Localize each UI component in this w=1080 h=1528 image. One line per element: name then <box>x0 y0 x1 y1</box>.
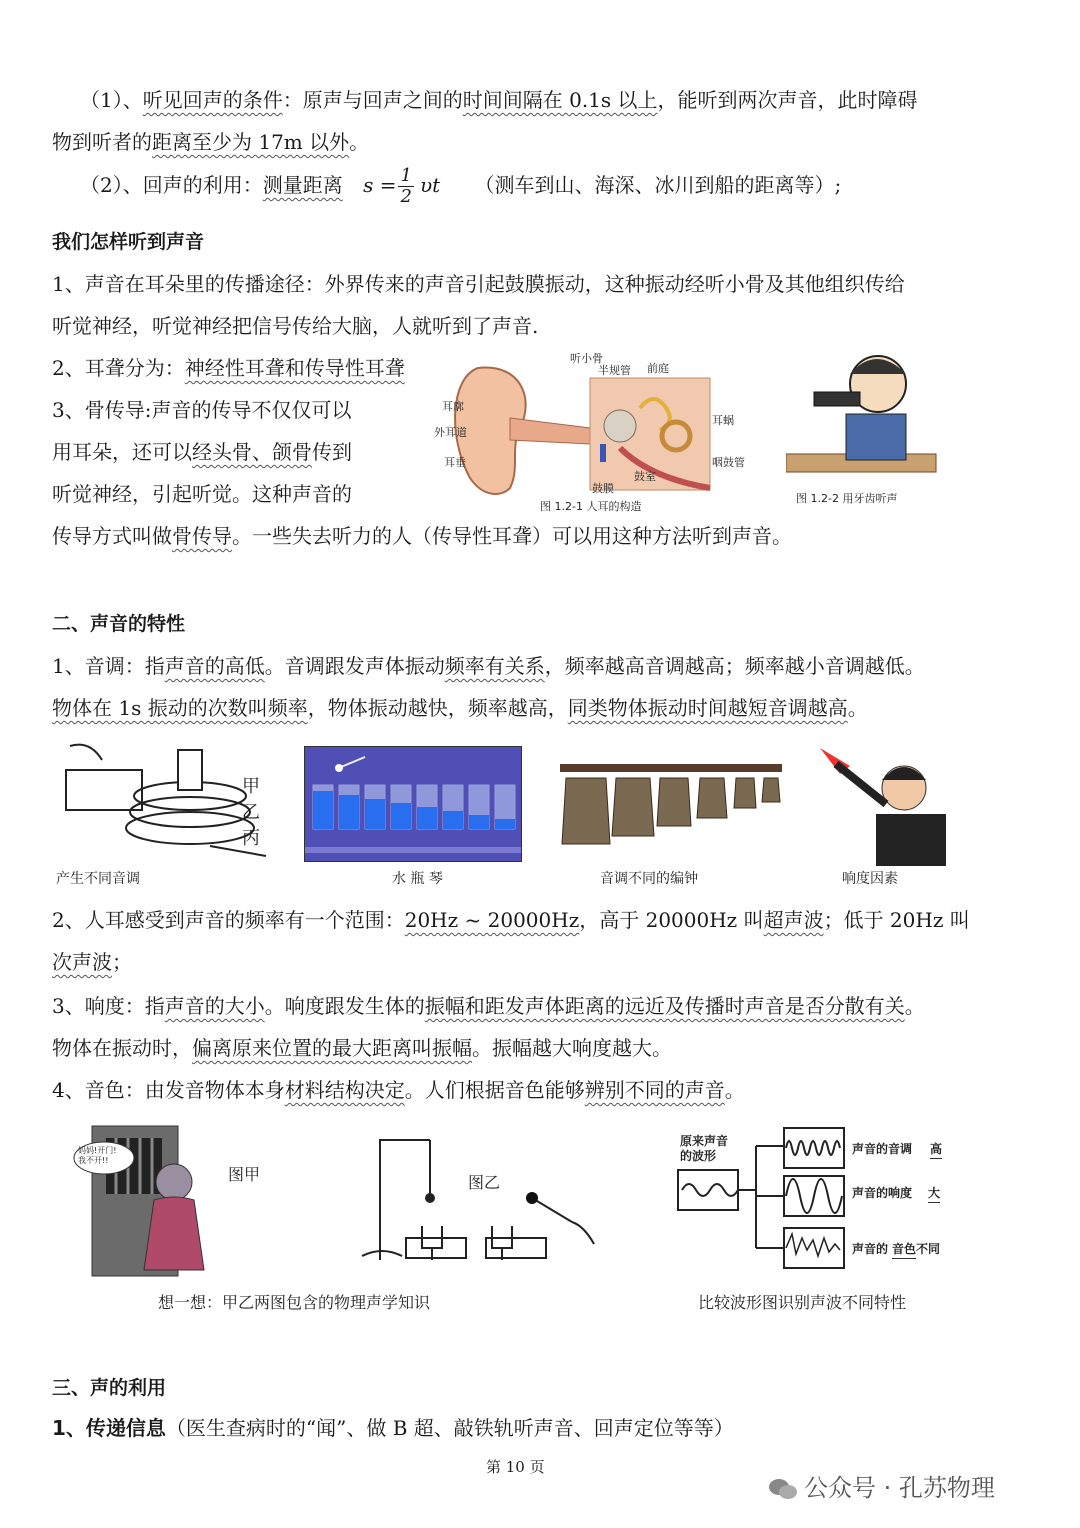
caption-gear: 产生不同音调 <box>56 871 140 887</box>
chime-bells-figure <box>560 760 790 856</box>
teeth-figure-caption: 图 1.2-2 用牙齿听声 <box>796 492 898 505</box>
water-glasses-figure <box>304 746 522 862</box>
ear-path-line-1: 1、声音在耳朵里的传播途径：外界传来的声音引起鼓膜振动，这种振动经听小骨及其他组织传给 <box>52 272 905 296</box>
shouting-man-illustration <box>816 744 960 866</box>
loudness-figure <box>816 744 960 866</box>
gear-card-figure <box>60 736 270 866</box>
label-eustachian-tube: 咽鼓管 <box>712 456 745 469</box>
wechat-icon <box>768 1477 798 1501</box>
ear-anatomy-figure <box>434 348 750 514</box>
loudness-line-1: 3、响度：指声音的大小。响度跟发生体的振幅和距发声体距离的远近及传播时声音是否分散有关。 <box>52 994 925 1018</box>
label-auricle: 耳廓 <box>442 400 464 413</box>
watermark: 公众号 · 孔苏物理 <box>768 1468 995 1503</box>
ear-path-line-2: 听觉神经，听觉神经把信号传给大脑，人就听到了声音. <box>52 314 539 338</box>
tuning-fork-figure <box>356 1130 606 1268</box>
caption-think: 想一想：甲乙两图包含的物理声学知识 <box>158 1293 431 1312</box>
teeth-listening-figure <box>786 344 966 510</box>
loudness-line-2: 物体在振动时，偏离原来位置的最大距离叫振幅。振幅越大响度越大。 <box>52 1036 672 1060</box>
timbre-line: 4、音色：由发音物体本身材料结构决定。人们根据音色能够辨别不同的声音。 <box>52 1078 745 1102</box>
chime-bells-illustration <box>560 760 790 856</box>
page-number: 第 10 页 <box>486 1458 545 1476</box>
bone-conduction-line-4: 传导方式叫做骨传导。一些失去听力的人（传导性耳聋）可以用这种方法听到声音。 <box>52 524 792 548</box>
frequency-range-line-2: 次声波； <box>52 950 132 974</box>
caption-chime-bells: 音调不同的编钟 <box>600 871 698 887</box>
speech-bubble: 妈妈!开门! 我不开!! <box>78 1146 117 1165</box>
water-glasses-illustration <box>305 747 521 861</box>
bone-conduction-line-1: 3、骨传导:声音的传导不仅仅可以 <box>52 398 352 422</box>
wave-label-timbre: 声音的 音色不同 <box>852 1242 941 1256</box>
tuning-fork-illustration <box>356 1130 606 1268</box>
bone-conduction-line-3: 听觉神经，引起听觉。这种声音的 <box>52 482 352 506</box>
wave-label-loudness: 声音的响度 大 <box>852 1186 941 1200</box>
caption-waveform: 比较波形图识别声波不同特性 <box>698 1293 907 1312</box>
caption-water-bottle: 水 瓶 琴 <box>392 871 443 887</box>
frequency-range-line-1: 2、人耳感受到声音的频率有一个范围：20Hz ~ 20000Hz，高于 20000Hz 叫超声波；低于 20Hz 叫 <box>52 908 970 932</box>
echo-condition-line-1: （1）、听见回声的条件：原声与回声之间的时间间隔在 0.1s 以上，能听到两次声音，此时障碍 <box>80 88 918 112</box>
deafness-types: 2、耳聋分为：神经性耳聋和传导性耳聋 <box>52 356 405 380</box>
bone-conduction-line-2: 用耳朵，还可以经头骨、颌骨传到 <box>52 440 352 464</box>
original-waveform-label: 原来声音 的波形 <box>680 1134 729 1163</box>
wolf-door-figure <box>70 1120 230 1280</box>
waveform-comparison-figure <box>676 1120 976 1280</box>
wave-label-pitch: 声音的音调 高 <box>852 1142 943 1156</box>
label-vestibule: 前庭 <box>647 362 669 375</box>
label-tympanic-cavity: 鼓室 <box>634 470 656 483</box>
label-ear-canal: 外耳道 <box>434 426 467 439</box>
pitch-line-1: 1、音调：指声音的高低。音调跟发声体振动频率有关系，频率越高音调越高；频率越小音调越低。 <box>52 654 925 678</box>
label-earlobe: 耳垂 <box>444 456 466 469</box>
wolf-door-illustration <box>70 1120 230 1280</box>
section-2-heading: 二、声音的特性 <box>52 613 186 635</box>
fraction-one-half: $\frac{1}{2}$ <box>400 165 412 207</box>
section-3-heading: 三、声的利用 <box>52 1377 167 1399</box>
ear-figure-caption: 图 1.2-1 人耳的构造 <box>540 500 642 513</box>
gear-labels: 甲 乙 丙 <box>242 776 260 849</box>
echo-condition-line-2: 物到听者的距离至少为 17m 以外。 <box>52 130 370 154</box>
gear-card-illustration <box>60 736 270 866</box>
label-cochlea: 耳蜗 <box>712 414 734 427</box>
echo-use-line: （2）、回声的利用：测量距离 s = $\frac{1}{2}$ υt （测车到山、海深、冰川到船的距离等）; <box>80 165 842 207</box>
use-transmit-info: 1、传递信息（医生查病时的“闻”、做 B 超、敲铁轨听声音、回声定位等等） <box>52 1416 734 1440</box>
label-figure-yi: 图乙 <box>468 1173 501 1192</box>
pitch-line-2: 物体在 1s 振动的次数叫频率，物体振动越快，频率越高，同类物体振动时间越短音调越高。 <box>52 696 868 720</box>
label-semicircular-canals: 半规管 <box>598 364 631 377</box>
heading-how-we-hear: 我们怎样听到声音 <box>52 231 205 253</box>
caption-loudness: 响度因素 <box>842 871 898 887</box>
label-figure-jia: 图甲 <box>228 1165 261 1184</box>
label-eardrum: 鼓膜 <box>592 482 614 495</box>
label-ossicles: 听小骨 <box>570 352 603 365</box>
teeth-listening-illustration <box>786 344 966 484</box>
